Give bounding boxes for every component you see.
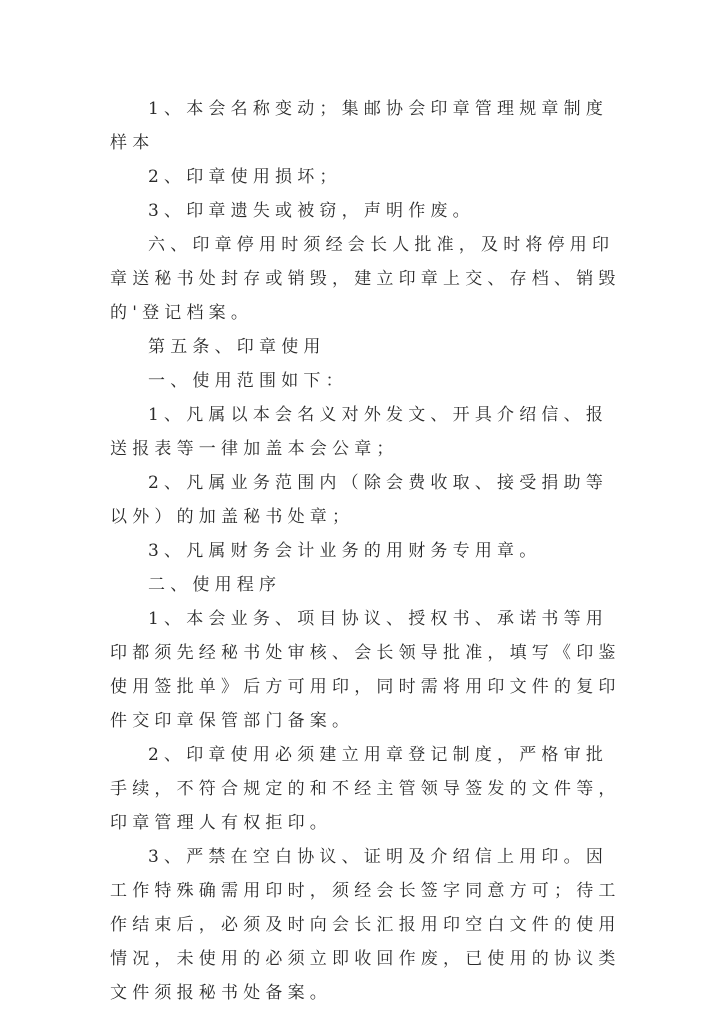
paragraph-2: 2、印章使用损坏； — [148, 167, 342, 187]
paragraph-11: 1、本会业务、项目协议、授权书、承诺书等用印都须先经秘书处审核、会长领导批准，填写《印鉴使用签批单》后方可用印，同时需将用印文件的复印件交印章保管部门备案。 — [110, 609, 621, 731]
subheading-scope: 一、使用范围如下： — [148, 371, 348, 391]
section-heading-article-5: 第五条、印章使用 — [148, 337, 326, 357]
paragraph-1: 1、本会名称变动；集邮协会印章管理规章制度样本 — [110, 99, 609, 153]
paragraph-4: 六、印章停用时须经会长人批准，及时将停用印章送秘书处封存或销毁，建立印章上交、存档、销毁的'登记档案。 — [110, 235, 621, 323]
paragraph-13: 3、严禁在空白协议、证明及介绍信上用印。因工作特殊确需用印时，须经会长签字同意方可；待工作结束后，必须及时向会长汇报用印空白文件的使用情况，未使用的必须立即收回作废，已使用的协议类文件须报秘书处备案。 — [110, 847, 621, 1003]
paragraph-9: 3、凡属财务会计业务的用财务专用章。 — [148, 541, 542, 561]
paragraph-8: 2、凡属业务范围内（除会费收取、接受捐助等以外）的加盖秘书处章； — [110, 473, 609, 527]
paragraph-7: 1、凡属以本会名义对外发文、开具介绍信、报送报表等一律加盖本会公章； — [110, 405, 609, 459]
document-page — [110, 92, 630, 1010]
subheading-procedure: 二、使用程序 — [148, 575, 282, 595]
paragraph-12: 2、印章使用必须建立用章登记制度，严格审批手续，不符合规定的和不经主管领导签发的文件等，印章管理人有权拒印。 — [110, 745, 621, 833]
paragraph-3: 3、印章遗失或被窃，声明作废。 — [148, 201, 475, 221]
